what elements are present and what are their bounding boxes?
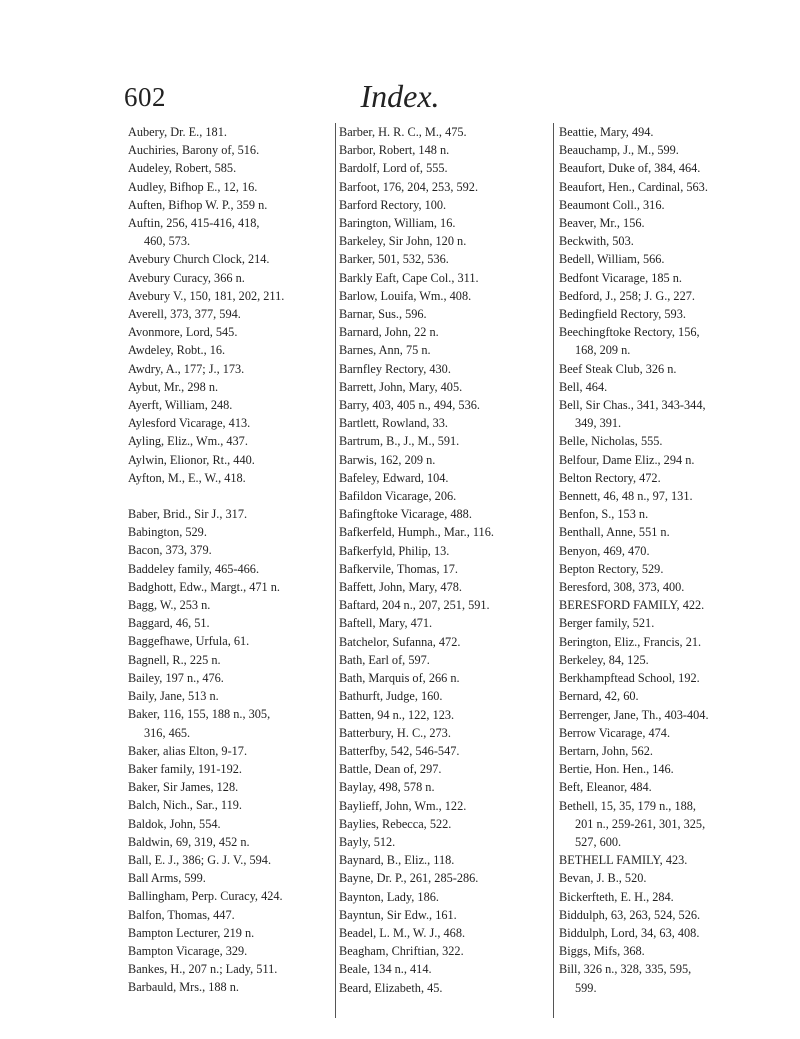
index-entry <box>339 633 539 651</box>
index-entry <box>128 396 328 414</box>
index-entry-line: Barington, William, 16. <box>339 216 456 231</box>
index-entry <box>128 414 328 432</box>
index-entry <box>559 706 759 724</box>
index-entry <box>559 360 759 378</box>
index-entry <box>339 614 539 632</box>
index-entry <box>128 141 328 159</box>
index-entry-line: Biggs, Mifs, 368. <box>559 944 645 959</box>
index-entry-line: Beagham, Chriftian, 322. <box>339 944 464 959</box>
index-entry-line: 168, 209 n. <box>575 343 631 358</box>
index-entry <box>128 742 328 760</box>
index-entry <box>559 542 759 560</box>
index-entry <box>559 888 759 906</box>
index-entry <box>128 760 328 778</box>
index-entry-line: Baffett, John, Mary, 478. <box>339 580 462 595</box>
index-entry <box>339 851 539 869</box>
index-entry-line: Bedell, William, 566. <box>559 252 665 267</box>
index-entry-line: Bafeley, Edward, 104. <box>339 470 449 485</box>
index-entry-line: Audeley, Robert, 585. <box>128 161 237 176</box>
index-entry-line: Ayling, Eliz., Wm., 437. <box>128 434 248 449</box>
index-entry <box>128 323 328 341</box>
index-entry-line: Benfon, S., 153 n. <box>559 507 649 522</box>
index-entry <box>128 360 328 378</box>
index-entry <box>128 833 328 851</box>
index-entry-line: Bankes, H., 207 n.; Lady, 511. <box>128 962 278 977</box>
index-entry-line: Baynton, Lady, 186. <box>339 889 439 904</box>
index-entry-line: Auften, Bifhop W. P., 359 n. <box>128 197 268 212</box>
index-entry-line: Belton Rectory, 472. <box>559 470 661 485</box>
index-entry-line: Barbauld, Mrs., 188 n. <box>128 980 240 995</box>
index-entry <box>339 924 539 942</box>
index-entry-line: Barker, 501, 532, 536. <box>339 252 449 267</box>
index-entry <box>128 305 328 323</box>
index-entry <box>128 669 328 687</box>
index-entry <box>559 451 759 469</box>
column-divider <box>335 123 336 1018</box>
index-entry-line: Beadel, L. M., W. J., 468. <box>339 925 466 940</box>
index-entry <box>339 269 539 287</box>
index-entry-line: Baily, Jane, 513 n. <box>128 689 219 704</box>
index-entry-line: Bailey, 197 n., 476. <box>128 670 224 685</box>
index-entry <box>128 887 328 905</box>
index-entry-line: Ayerft, William, 248. <box>128 398 233 413</box>
index-entry-line: Baylies, Rebecca, 522. <box>339 816 452 831</box>
index-entry <box>559 942 759 960</box>
index-entry-line: Babington, 529. <box>128 525 207 540</box>
index-entry-line: Beft, Eleanor, 484. <box>559 780 652 795</box>
index-entry <box>559 432 759 450</box>
index-entry-line: Bedfont Vicarage, 185 n. <box>559 270 682 285</box>
index-entry-line: Barford Rectory, 100. <box>339 197 447 212</box>
index-entry-line: Beaufort, Duke of, 384, 464. <box>559 161 701 176</box>
index-entry <box>559 742 759 760</box>
index-entry-line: Bath, Marquis of, 266 n. <box>339 671 460 686</box>
index-entry <box>339 815 539 833</box>
index-entry-line: Batterbury, H. C., 273. <box>339 725 451 740</box>
index-entry-line: Berington, Eliz., Francis, 21. <box>559 634 702 649</box>
index-entry-line: 316, 465. <box>144 725 191 740</box>
index-entry <box>128 978 328 996</box>
index-entry <box>128 815 328 833</box>
index-entry <box>339 669 539 687</box>
index-entry <box>339 396 539 414</box>
index-entry <box>128 451 328 469</box>
index-entry-line: Bevan, J. B., 520. <box>559 871 647 886</box>
index-entry <box>339 906 539 924</box>
index-entry <box>559 196 759 214</box>
column-divider <box>553 123 554 1018</box>
index-entry <box>339 560 539 578</box>
index-entry-line: Barwis, 162, 209 n. <box>339 452 436 467</box>
index-entry-line: Beattie, Mary, 494. <box>559 125 654 139</box>
index-entry <box>559 123 759 141</box>
index-entry-line: Baker, 116, 155, 188 n., 305, <box>128 707 271 722</box>
index-entry <box>559 250 759 268</box>
index-entry-line: Bacon, 373, 379. <box>128 543 212 558</box>
index-entry-line: Beaufort, Hen., Cardinal, 563. <box>559 179 708 194</box>
index-entry-line: Bethell, 15, 35, 179 n., 188, <box>559 798 696 813</box>
index-entry-line: Biddulph, Lord, 34, 63, 408. <box>559 925 700 940</box>
index-entry-line: Avebury Curacy, 366 n. <box>128 270 245 285</box>
index-entry-line: Aybut, Mr., 298 n. <box>128 379 219 394</box>
index-entry <box>559 669 759 687</box>
index-entry <box>339 123 539 141</box>
index-entry <box>559 797 759 852</box>
index-entry <box>128 778 328 796</box>
index-entry-line: Barnfley Rectory, 430. <box>339 361 451 376</box>
index-entry <box>128 651 328 669</box>
index-entry-line: Bartlett, Rowland, 33. <box>339 416 448 431</box>
index-entry-line: Baftell, Mary, 471. <box>339 616 433 631</box>
index-entry <box>339 305 539 323</box>
index-entry-line: Bertarn, John, 562. <box>559 743 653 758</box>
index-entry <box>339 578 539 596</box>
index-column-3 <box>559 123 759 997</box>
index-entry-line: Bafildon Vicarage, 206. <box>339 489 457 504</box>
index-entry-line: Berger family, 521. <box>559 616 655 631</box>
index-entry <box>559 906 759 924</box>
index-entry-line: Barkly Eaft, Cape Col., 311. <box>339 270 479 285</box>
index-entry-line: Bafkerfeld, Humph., Mar., 116. <box>339 525 494 540</box>
index-entry <box>559 687 759 705</box>
index-entry <box>559 159 759 177</box>
index-columns <box>128 123 709 1023</box>
index-entry <box>339 833 539 851</box>
index-entry-line: Aylesford Vicarage, 413. <box>128 416 251 431</box>
index-entry-line: Berkeley, 84, 125. <box>559 652 649 667</box>
index-entry-line: Belle, Nicholas, 555. <box>559 434 663 449</box>
index-entry <box>339 760 539 778</box>
index-entry-line: Bath, Earl of, 597. <box>339 652 430 667</box>
index-entry <box>339 869 539 887</box>
index-entry <box>128 159 328 177</box>
index-entry-line: Avebury V., 150, 181, 202, 211. <box>128 288 285 303</box>
page-number: 602 <box>124 82 166 112</box>
index-entry-line: Bernard, 42, 60. <box>559 689 639 704</box>
index-entry <box>128 687 328 705</box>
index-entry-line: Berrenger, Jane, Th., 403-404. <box>559 707 709 722</box>
index-entry-line: Barber, H. R. C., M., 475. <box>339 125 467 139</box>
index-entry-line: Bedford, J., 258; J. G., 227. <box>559 288 695 303</box>
index-entry-line: Ballingham, Perp. Curacy, 424. <box>128 889 283 904</box>
running-title: Index. <box>360 78 440 114</box>
index-entry <box>339 378 539 396</box>
index-entry <box>559 633 759 651</box>
index-entry <box>128 250 328 268</box>
index-entry <box>128 123 328 141</box>
index-entry-line: Berrow Vicarage, 474. <box>559 725 671 740</box>
index-entry <box>559 305 759 323</box>
index-entry <box>339 523 539 541</box>
index-entry-line: Balfon, Thomas, 447. <box>128 907 235 922</box>
index-entry <box>339 979 539 997</box>
index-entry-line: Bagg, W., 253 n. <box>128 598 211 613</box>
index-entry <box>128 869 328 887</box>
index-entry <box>559 560 759 578</box>
index-entry-line: Bickerfteth, E. H., 284. <box>559 889 674 904</box>
index-entry <box>559 269 759 287</box>
index-entry <box>128 287 328 305</box>
index-entry-line: Benyon, 469, 470. <box>559 543 650 558</box>
index-entry <box>559 851 759 869</box>
index-entry <box>559 505 759 523</box>
index-entry-line: Baber, Brid., Sir J., 317. <box>128 507 248 522</box>
index-entry <box>339 742 539 760</box>
index-entry <box>128 705 328 741</box>
index-entry <box>128 523 328 541</box>
index-entry <box>128 560 328 578</box>
index-entry-line: Beckwith, 503. <box>559 234 634 249</box>
index-entry <box>128 541 328 559</box>
index-entry-line: 599. <box>575 980 597 995</box>
index-entry-line: Barlow, Louifa, Wm., 408. <box>339 288 472 303</box>
index-entry-line: Ayfton, M., E., W., 418. <box>128 470 246 485</box>
index-entry <box>128 924 328 942</box>
index-entry <box>559 214 759 232</box>
index-entry <box>128 942 328 960</box>
index-entry <box>559 396 759 432</box>
index-entry-line: Audley, Bifhop E., 12, 16. <box>128 179 258 194</box>
index-entry-line: Bayly, 512. <box>339 834 396 849</box>
index-entry <box>339 341 539 359</box>
index-entry <box>339 196 539 214</box>
index-entry <box>339 724 539 742</box>
index-entry-line: Barbor, Robert, 148 n. <box>339 143 450 158</box>
index-column-2 <box>339 123 539 997</box>
index-entry-line: Bardolf, Lord of, 555. <box>339 161 448 176</box>
index-entry <box>339 360 539 378</box>
index-entry-line: Baynard, B., Eliz., 118. <box>339 853 455 868</box>
index-entry-line: Bell, Sir Chas., 341, 343-344, <box>559 398 706 413</box>
index-entry-line: Bafingftoke Vicarage, 488. <box>339 507 472 522</box>
index-entry-line: Baddeley family, 465-466. <box>128 561 260 576</box>
index-entry <box>339 214 539 232</box>
index-entry <box>128 378 328 396</box>
index-entry-line: Bell, 464. <box>559 379 608 394</box>
index-entry <box>339 960 539 978</box>
index-entry <box>339 287 539 305</box>
index-entry <box>339 232 539 250</box>
index-entry <box>128 614 328 632</box>
index-entry <box>559 724 759 742</box>
index-entry-line: Bennett, 46, 48 n., 97, 131. <box>559 489 693 504</box>
index-entry <box>559 596 759 614</box>
index-entry-line: Bepton Rectory, 529. <box>559 561 664 576</box>
index-entry <box>559 760 759 778</box>
index-entry <box>559 614 759 632</box>
index-entry <box>339 706 539 724</box>
index-entry <box>559 960 759 996</box>
index-entry <box>339 797 539 815</box>
index-entry-line: Awdeley, Robt., 16. <box>128 343 226 358</box>
index-entry-line: Beef Steak Club, 326 n. <box>559 361 677 376</box>
index-entry-line: BERESFORD FAMILY, 422. <box>559 598 705 613</box>
index-entry-line: Auchiries, Barony of, 516. <box>128 143 260 158</box>
index-entry-line: Biddulph, 63, 263, 524, 526. <box>559 907 701 922</box>
index-entry <box>128 906 328 924</box>
index-entry-line: Aubery, Dr. E., 181. <box>128 125 227 139</box>
index-entry-line: Baftard, 204 n., 207, 251, 591. <box>339 598 490 613</box>
index-entry <box>128 196 328 214</box>
index-entry <box>339 451 539 469</box>
index-entry-line: 460, 573. <box>144 234 191 249</box>
section-gap <box>128 487 328 505</box>
index-entry-line: Baldok, John, 554. <box>128 816 221 831</box>
index-entry-line: Berkhampftead School, 192. <box>559 671 700 686</box>
index-entry-line: Beaumont Coll., 316. <box>559 197 665 212</box>
index-entry-line: Battle, Dean of, 297. <box>339 762 442 777</box>
index-entry <box>128 432 328 450</box>
index-entry-line: Beresford, 308, 373, 400. <box>559 580 685 595</box>
index-entry <box>339 250 539 268</box>
index-entry <box>559 141 759 159</box>
index-entry <box>128 578 328 596</box>
index-entry <box>339 487 539 505</box>
index-column-1 <box>128 123 328 997</box>
index-entry-line: 201 n., 259-261, 301, 325, <box>575 816 706 831</box>
index-entry-line: Barnes, Ann, 75 n. <box>339 343 431 358</box>
index-entry <box>128 851 328 869</box>
index-entry-line: Bagnell, R., 225 n. <box>128 652 221 667</box>
index-entry-line: Ball, E. J., 386; G. J. V., 594. <box>128 852 272 867</box>
index-entry-line: Beaver, Mr., 156. <box>559 216 645 231</box>
index-entry-line: Avebury Church Clock, 214. <box>128 252 270 267</box>
index-entry <box>559 651 759 669</box>
index-entry <box>339 141 539 159</box>
index-entry-line: BETHELL FAMILY, 423. <box>559 853 688 868</box>
index-entry-line: Baker, alias Elton, 9-17. <box>128 743 248 758</box>
index-entry-line: Bayne, Dr. P., 261, 285-286. <box>339 871 479 886</box>
index-entry <box>339 542 539 560</box>
index-entry-line: Barry, 403, 405 n., 494, 536. <box>339 398 480 413</box>
index-entry-line: Batterfby, 542, 546-547. <box>339 743 460 758</box>
index-entry <box>559 523 759 541</box>
index-entry-line: Barkeley, Sir John, 120 n. <box>339 234 467 249</box>
index-entry-line: Batten, 94 n., 122, 123. <box>339 707 455 722</box>
index-entry-line: Bathurft, Judge, 160. <box>339 689 443 704</box>
index-entry-line: Averell, 373, 377, 594. <box>128 307 241 322</box>
index-entry <box>559 378 759 396</box>
index-entry-line: Baldwin, 69, 319, 452 n. <box>128 834 250 849</box>
index-entry <box>559 778 759 796</box>
index-entry-line: Benthall, Anne, 551 n. <box>559 525 670 540</box>
index-entry-line: Baggard, 46, 51. <box>128 616 210 631</box>
index-entry-line: Baylieff, John, Wm., 122. <box>339 798 467 813</box>
index-entry-line: Awdry, A., 177; J., 173. <box>128 361 245 376</box>
index-entry <box>339 687 539 705</box>
index-entry-line: Baker family, 191-192. <box>128 761 242 776</box>
index-entry-line: Auftin, 256, 415-416, 418, <box>128 216 260 231</box>
index-entry-line: Baggefhawe, Urfula, 61. <box>128 634 250 649</box>
index-entry <box>559 323 759 359</box>
index-entry <box>339 596 539 614</box>
index-entry <box>559 578 759 596</box>
index-entry <box>128 269 328 287</box>
index-entry <box>559 469 759 487</box>
index-entry-line: Bampton Vicarage, 329. <box>128 943 248 958</box>
index-entry <box>339 323 539 341</box>
index-entry <box>559 178 759 196</box>
index-entry <box>128 796 328 814</box>
index-entry <box>339 178 539 196</box>
index-entry-line: Bafkerfyld, Philip, 13. <box>339 543 450 558</box>
index-entry-line: Barfoot, 176, 204, 253, 592. <box>339 179 479 194</box>
index-entry-line: Aylwin, Elionor, Rt., 440. <box>128 452 255 467</box>
index-entry <box>128 341 328 359</box>
index-entry-line: Belfour, Dame Eliz., 294 n. <box>559 452 695 467</box>
index-entry-line: Bampton Lecturer, 219 n. <box>128 925 255 940</box>
index-entry <box>339 469 539 487</box>
index-entry <box>128 632 328 650</box>
index-entry <box>559 869 759 887</box>
index-entry-line: 527, 600. <box>575 834 622 849</box>
index-entry-line: Avonmore, Lord, 545. <box>128 325 238 340</box>
index-entry-line: Beard, Elizabeth, 45. <box>339 980 443 995</box>
index-entry <box>128 960 328 978</box>
index-entry <box>339 778 539 796</box>
index-entry <box>128 505 328 523</box>
index-entry <box>339 414 539 432</box>
index-entry <box>339 942 539 960</box>
index-entry-line: 349, 391. <box>575 416 622 431</box>
index-entry <box>339 888 539 906</box>
index-entry-line: Badghott, Edw., Margt., 471 n. <box>128 579 280 594</box>
index-entry-line: Balch, Nich., Sar., 119. <box>128 798 242 813</box>
index-entry <box>559 287 759 305</box>
index-entry <box>559 487 759 505</box>
index-entry-line: Bafkervile, Thomas, 17. <box>339 561 458 576</box>
index-entry-line: Baker, Sir James, 128. <box>128 780 239 795</box>
index-entry-line: Bedingfield Rectory, 593. <box>559 307 686 322</box>
index-entry-line: Baylay, 498, 578 n. <box>339 780 435 795</box>
index-entry <box>339 651 539 669</box>
index-entry <box>339 432 539 450</box>
index-entry-line: Barrett, John, Mary, 405. <box>339 379 463 394</box>
index-entry <box>128 178 328 196</box>
index-entry-line: Barnar, Sus., 596. <box>339 307 427 322</box>
index-entry-line: Bill, 326 n., 328, 335, 595, <box>559 962 692 977</box>
index-entry <box>128 214 328 250</box>
index-entry <box>128 469 328 487</box>
index-entry-line: Bertie, Hon. Hen., 146. <box>559 762 674 777</box>
page-header <box>124 78 676 118</box>
index-entry-line: Beechingftoke Rectory, 156, <box>559 325 700 340</box>
index-entry-line: Bartrum, B., J., M., 591. <box>339 434 460 449</box>
index-entry <box>339 159 539 177</box>
index-entry-line: Batchelor, Sufanna, 472. <box>339 634 461 649</box>
index-entry <box>128 596 328 614</box>
index-entry-line: Barnard, John, 22 n. <box>339 325 439 340</box>
index-entry-line: Beale, 134 n., 414. <box>339 962 432 977</box>
index-entry <box>559 232 759 250</box>
index-entry-line: Beauchamp, J., M., 599. <box>559 143 679 158</box>
index-entry-line: Bayntun, Sir Edw., 161. <box>339 907 457 922</box>
index-entry <box>559 924 759 942</box>
index-entry <box>339 505 539 523</box>
index-entry-line: Ball Arms, 599. <box>128 871 206 886</box>
